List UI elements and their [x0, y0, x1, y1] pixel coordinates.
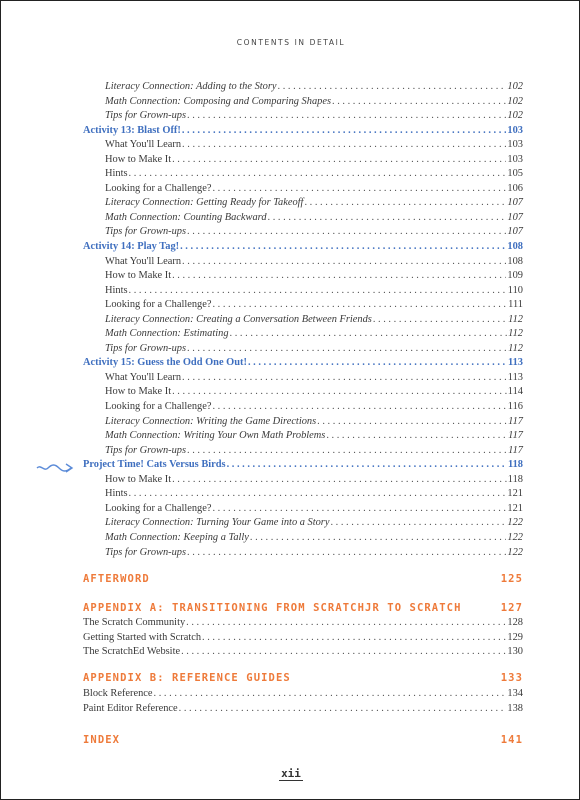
- entry-page: 110: [507, 284, 523, 296]
- toc-entry[interactable]: [83, 95, 523, 110]
- dot-leader: [304, 196, 506, 211]
- toc-entry[interactable]: [83, 109, 523, 124]
- entry-page: 106: [507, 182, 523, 194]
- entry-page: 117: [508, 430, 523, 442]
- entry-title: Looking for a Challenge?: [105, 299, 212, 311]
- dot-leader: [227, 458, 507, 473]
- entry-page: 102: [507, 110, 523, 122]
- entry-title: The Scratch Community: [83, 617, 186, 628]
- toc-entry[interactable]: [83, 269, 523, 284]
- running-header: CONTENTS IN DETAIL: [236, 38, 346, 47]
- entry-page: 118: [507, 459, 523, 471]
- dot-leader: [182, 255, 506, 270]
- entry-title: Tips for Grown-ups: [105, 226, 187, 238]
- entry-title: What You'll Learn: [105, 255, 182, 267]
- entry-page: 121: [507, 488, 523, 500]
- entry-page: 102: [507, 95, 523, 107]
- entry-title: Looking for a Challenge?: [105, 502, 212, 514]
- toc-entry[interactable]: [83, 342, 523, 357]
- section-title: INDEX: [83, 734, 121, 746]
- entry-title: The ScratchEd Website: [83, 646, 181, 658]
- entry-title: Tips for Grown-ups: [105, 546, 187, 558]
- entry-title: Tips for Grown-ups: [105, 110, 187, 122]
- dot-leader: [129, 167, 507, 182]
- dot-leader: [129, 487, 507, 502]
- section-page: 127: [500, 602, 523, 614]
- dot-leader: [202, 631, 506, 646]
- entry-page: 129: [507, 631, 523, 643]
- dot-leader: [332, 95, 506, 110]
- toc-entry[interactable]: [83, 531, 523, 546]
- entry-title: Getting Started with Scratch: [83, 631, 202, 643]
- entry-title: Tips for Grown-ups: [105, 342, 187, 354]
- entry-title: Math Connection: Composing and Comparing Shapes: [105, 95, 331, 107]
- entry-title: Hints: [105, 168, 128, 180]
- entry-page: 112: [508, 313, 523, 325]
- dot-leader: [182, 371, 507, 386]
- toc-entry[interactable]: [83, 415, 523, 430]
- dot-leader: [212, 298, 507, 313]
- entry-page: 138: [507, 702, 523, 714]
- toc-entry[interactable]: [83, 546, 523, 561]
- entry-title: Math Connection: Writing Your Own Math Problems: [105, 430, 326, 442]
- entry-title: Activity 14: Play Tag!: [83, 241, 180, 253]
- entry-page: 105: [507, 168, 523, 180]
- entry-page: 122: [507, 517, 523, 529]
- entry-page: 103: [507, 153, 523, 165]
- entry-title: How to Make It: [105, 386, 172, 398]
- dot-leader: [317, 415, 507, 430]
- dot-leader: [179, 702, 507, 717]
- entry-page: 107: [507, 226, 523, 238]
- entry-title: Activity 13: Blast Off!: [83, 124, 181, 136]
- entry-page: 117: [508, 415, 523, 427]
- section-page: 125: [500, 573, 523, 585]
- toc-entry[interactable]: [83, 153, 523, 168]
- dot-leader: [172, 153, 506, 168]
- toc-entry[interactable]: [83, 687, 523, 702]
- dot-leader: [172, 473, 507, 488]
- toc-entry[interactable]: [83, 138, 523, 153]
- entry-title: Literacy Connection: Writing the Game Directions: [105, 415, 317, 427]
- dot-leader: [330, 516, 506, 531]
- entry-page: 112: [508, 342, 523, 354]
- toc-entry[interactable]: [83, 400, 523, 415]
- dot-leader: [212, 502, 506, 517]
- entry-page: 113: [507, 371, 523, 383]
- section-title: APPENDIX A: TRANSITIONING FROM SCRATCHJR TO SCRATCH: [83, 602, 462, 614]
- toc-entry[interactable]: [83, 487, 523, 502]
- entry-title: How to Make It: [105, 153, 172, 165]
- entry-title: How to Make It: [105, 473, 172, 485]
- dot-leader: [187, 444, 507, 459]
- entry-title: Looking for a Challenge?: [105, 182, 212, 194]
- dot-leader: [180, 240, 506, 255]
- dot-leader: [268, 211, 507, 226]
- dot-leader: [181, 645, 506, 660]
- entry-title: Project Time! Cats Versus Birds: [83, 459, 226, 471]
- dot-leader: [129, 284, 507, 299]
- entry-page: 118: [507, 473, 523, 485]
- dot-leader: [187, 546, 506, 561]
- squiggle-arrow-icon: [35, 462, 75, 474]
- entry-page: 128: [507, 617, 523, 628]
- page-number: xii: [281, 767, 301, 780]
- dot-leader: [172, 269, 506, 284]
- dot-leader: [212, 182, 506, 197]
- toc-entry[interactable]: [83, 255, 523, 270]
- toc-entry[interactable]: [83, 645, 523, 660]
- entry-page: 116: [507, 401, 523, 413]
- entry-page: 103: [507, 139, 523, 151]
- toc-entry[interactable]: [83, 182, 523, 197]
- dot-leader: [187, 225, 506, 240]
- appendix-a-heading[interactable]: [83, 602, 523, 614]
- dot-leader: [230, 327, 508, 342]
- toc-entry[interactable]: [83, 631, 523, 646]
- toc-entry[interactable]: [83, 327, 523, 342]
- toc-entry[interactable]: [83, 167, 523, 182]
- entry-title: Hints: [105, 284, 128, 296]
- entry-title: What You'll Learn: [105, 139, 182, 151]
- entry-title: Tips for Grown-ups: [105, 444, 187, 456]
- toc-entry[interactable]: [83, 516, 523, 531]
- entry-title: Looking for a Challenge?: [105, 401, 212, 413]
- entry-page: 107: [507, 197, 523, 209]
- toc-activity-entry[interactable]: [83, 124, 523, 139]
- entry-page: 112: [508, 328, 523, 340]
- section-title: AFTERWORD: [83, 573, 150, 585]
- entry-page: 109: [507, 270, 523, 282]
- afterword-heading[interactable]: [83, 573, 523, 585]
- entry-title: Block Reference: [83, 688, 153, 699]
- dot-leader: [187, 342, 507, 357]
- toc-entry[interactable]: [83, 702, 523, 717]
- entry-page: 121: [507, 502, 523, 514]
- section-page: 141: [500, 734, 523, 746]
- dot-leader: [250, 531, 506, 546]
- index-heading[interactable]: [83, 734, 523, 746]
- dot-leader: [373, 313, 507, 328]
- dot-leader: [212, 400, 506, 415]
- dot-leader: [186, 616, 506, 631]
- toc-entry[interactable]: [83, 371, 523, 386]
- entry-title: Paint Editor Reference: [83, 702, 178, 714]
- toc-entry[interactable]: [83, 429, 523, 444]
- appendix-b-entries: [83, 687, 523, 716]
- dot-leader: [248, 356, 507, 371]
- entry-title: Activity 15: Guess the Odd One Out!: [83, 357, 247, 369]
- entry-page: 108: [507, 255, 523, 267]
- appendix-a-entries: [83, 616, 523, 660]
- entry-title: Literacy Connection: Creating a Conversation Between Friends: [105, 313, 372, 325]
- appendix-b-heading[interactable]: [83, 672, 523, 684]
- toc-entry[interactable]: [83, 444, 523, 459]
- entry-page: 122: [507, 531, 523, 543]
- entry-page: 117: [508, 444, 523, 456]
- toc-entry[interactable]: [83, 80, 523, 95]
- toc-entry[interactable]: [83, 225, 523, 240]
- toc-entry[interactable]: [83, 196, 523, 211]
- entry-page: 114: [507, 386, 523, 398]
- entry-title: Literacy Connection: Getting Ready for Takeoff: [105, 197, 304, 209]
- toc-activity-entry[interactable]: [83, 240, 523, 255]
- dot-leader: [326, 429, 507, 444]
- toc-list: [83, 80, 523, 560]
- dot-leader: [182, 124, 507, 139]
- entry-title: What You'll Learn: [105, 371, 182, 383]
- section-page: 133: [500, 672, 523, 684]
- section-title: APPENDIX B: REFERENCE GUIDES: [83, 672, 291, 684]
- entry-title: Math Connection: Keeping a Tally: [105, 531, 249, 543]
- entry-page: 103: [507, 124, 523, 136]
- entry-page: 111: [508, 299, 523, 311]
- dot-leader: [187, 109, 506, 124]
- entry-title: Hints: [105, 488, 128, 500]
- toc-entry[interactable]: [83, 211, 523, 226]
- entry-title: How to Make It: [105, 270, 172, 282]
- entry-title: Math Connection: Estimating: [105, 328, 229, 340]
- dot-leader: [182, 138, 506, 153]
- toc-activity-entry[interactable]: [83, 458, 523, 473]
- toc-entry[interactable]: [83, 473, 523, 488]
- toc-entry[interactable]: [83, 313, 523, 328]
- toc-entry[interactable]: [83, 616, 523, 631]
- entry-page: 113: [507, 357, 523, 369]
- toc-entry[interactable]: [83, 502, 523, 517]
- toc-entry[interactable]: [83, 298, 523, 313]
- entry-title: Literacy Connection: Turning Your Game into a Story: [105, 517, 330, 529]
- entry-page: 122: [507, 546, 523, 558]
- entry-title: Math Connection: Counting Backward: [105, 211, 267, 223]
- toc-entry[interactable]: [83, 284, 523, 299]
- entry-title: Literacy Connection: Adding to the Story: [105, 81, 277, 92]
- dot-leader: [278, 80, 507, 95]
- entry-page: 107: [507, 211, 523, 223]
- entry-page: 134: [507, 688, 523, 699]
- entry-page: 130: [507, 646, 523, 658]
- entry-page: 108: [507, 241, 523, 253]
- dot-leader: [172, 385, 507, 400]
- entry-page: 102: [507, 81, 523, 92]
- toc-entry[interactable]: [83, 385, 523, 400]
- toc-activity-entry[interactable]: [83, 356, 523, 371]
- dot-leader: [154, 687, 507, 702]
